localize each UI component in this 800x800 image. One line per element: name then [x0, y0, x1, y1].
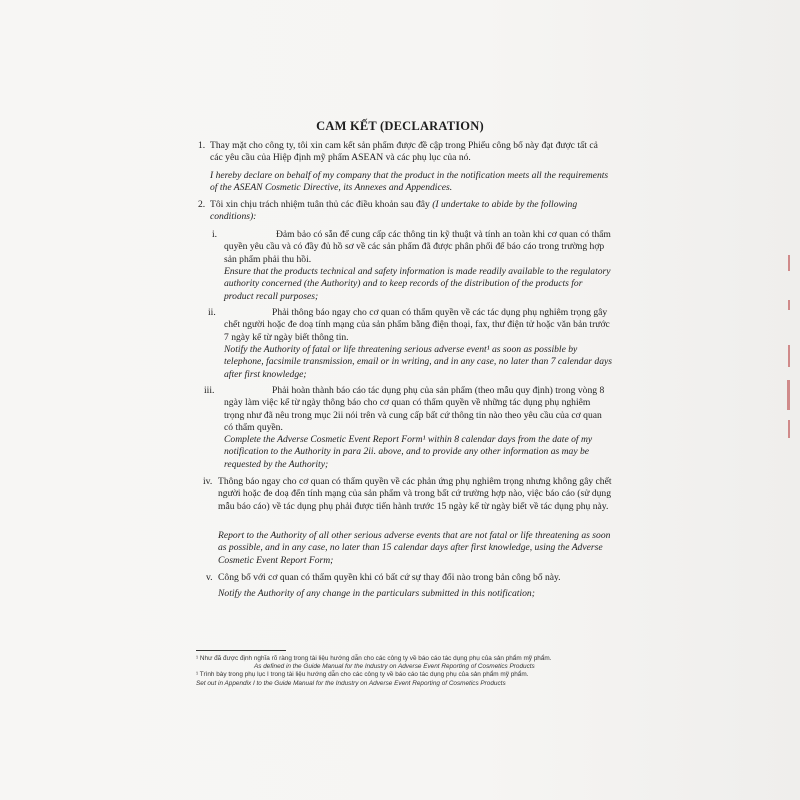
sub-ii-number: ii. [208, 307, 216, 318]
footnote-2-vietnamese: ¹ Trình bày trong phụ lục I trong tài liệu hướng dẫn cho các công ty về báo cáo tác dụng phụ của sản phẩm mỹ phẩm. [196, 671, 529, 678]
sub-i-english: Ensure that the products technical and safety information is made readily available to the regulatory authority concerned (the Authority) and to keep records of the distribution of the products for product recall purposes; [224, 266, 611, 302]
sub-v-english: Notify the Authority of any change in the particulars submitted in this notification; [218, 588, 535, 599]
item-2-english: (I undertake to abide by the following conditions): [210, 199, 578, 223]
footnote-1-vietnamese: ¹ Như đã được định nghĩa rõ ràng trong tài liệu hướng dẫn cho các công ty về báo cáo tác dụng phụ của sản phẩm mỹ phẩm. [196, 655, 552, 662]
sub-i-number: i. [212, 229, 218, 240]
sub-ii-vietnamese: Phải thông báo ngay cho cơ quan có thẩm quyền về các tác dụng phụ nghiêm trọng gây chết người hoặc đe doạ tính mạng của sản phẩm bằng điện thoại, fax, thư điện tử hoặc văn bản trước 7 ngày kể từ ngày biết thông tin. [224, 307, 610, 343]
stamp-fragment [788, 300, 800, 310]
stamp-fragment [788, 255, 800, 271]
sub-iii-english: Complete the Adverse Cosmetic Event Report Form¹ within 8 calendar days from the date of my notification to the Authority in para 2ii. above, and to provide any other information as may be requested by the Authority; [224, 434, 593, 470]
item-1-english: I hereby declare on behalf of my company that the product in the notification meets all the requirements of the ASEAN Cosmetic Directive, its Annexes and Appendices. [210, 170, 609, 194]
stamp-fragment [787, 380, 800, 410]
item-1-number: 1. [198, 140, 206, 151]
sub-ii-english: Notify the Authority of fatal or life threatening serious adverse event¹ as soon as possible by telephone, facsimile transmission, email or in writing, and in any case, no later than 7 calendar days after first knowledge; [224, 344, 612, 380]
sub-iii-vietnamese: Phải hoàn thành báo cáo tác dụng phụ của sản phẩm (theo mẫu quy định) trong vòng 8 ngày làm việc kể từ ngày thông báo cho cơ quan có thẩm quyền về những tác dụng phụ nghiêm trọng như đã nêu trong mục 2ii nói trên và cung cấp bất cứ thông tin nào theo yêu cầu của cơ quan có thẩm quyền. [224, 385, 605, 434]
item-2-intro [210, 199, 612, 224]
sub-i-vietnamese: Đảm bảo có sẵn để cung cấp các thông tin kỹ thuật và tính an toàn khi cơ quan có thẩm quyền yêu cầu và có đầy đủ hồ sơ về các sản phẩm đã được phân phối để báo cáo trong trường hợp sản phẩm phải thu hồi. [224, 229, 611, 265]
sub-iv-number: iv. [203, 476, 213, 487]
sub-v-vietnamese: Công bố với cơ quan có thẩm quyền khi có bất cứ sự thay đổi nào trong bản công bố này. [218, 572, 561, 583]
sub-iii-number: iii. [204, 385, 215, 396]
footnote-1-english: As defined in the Guide Manual for the Industry on Adverse Event Reporting of Cosmetics Products [254, 663, 535, 670]
item-2-vietnamese: Tôi xin chịu trách nhiệm tuân thủ các điều khoản sau đây [210, 199, 430, 210]
item-2-number: 2. [198, 199, 206, 210]
footnote-divider [196, 650, 286, 651]
stamp-fragment [788, 420, 800, 438]
item-1-vietnamese: Thay mặt cho công ty, tôi xin cam kết sản phẩm được đề cập trong Phiếu công bố này đạt được tất cả các yêu cầu của Hiệp định mỹ phẩm ASEAN và các phụ lục của nó. [210, 140, 598, 164]
sub-iv-vietnamese: Thông báo ngay cho cơ quan có thẩm quyền về các phản ứng phụ nghiêm trọng nhưng không gây chết người hoặc đe doạ đến tính mạng của sản phẩm và trong bất cứ trường hợp nào, việc báo cáo (sử dụng mẫu báo cáo) về tác dụng phụ phải được tiến hành trước 15 ngày kể từ ngày biết về tác dụng phụ này. [218, 476, 612, 512]
footnote-2-english: Set out in Appendix I to the Guide Manual for the Industry on Adverse Event Reporting of Cosmetics Products [196, 680, 506, 687]
stamp-fragment [788, 345, 800, 367]
sub-v-number: v. [206, 572, 213, 583]
page-title: CAM KẾT (DECLARATION) [316, 119, 484, 133]
sub-iv-english: Report to the Authority of all other serious adverse events that are not fatal or life threatening as soon as possible, and in any case, no later than 15 calendar days after first knowledge, using the Adverse Cosmetic Event Report Form; [218, 530, 611, 566]
